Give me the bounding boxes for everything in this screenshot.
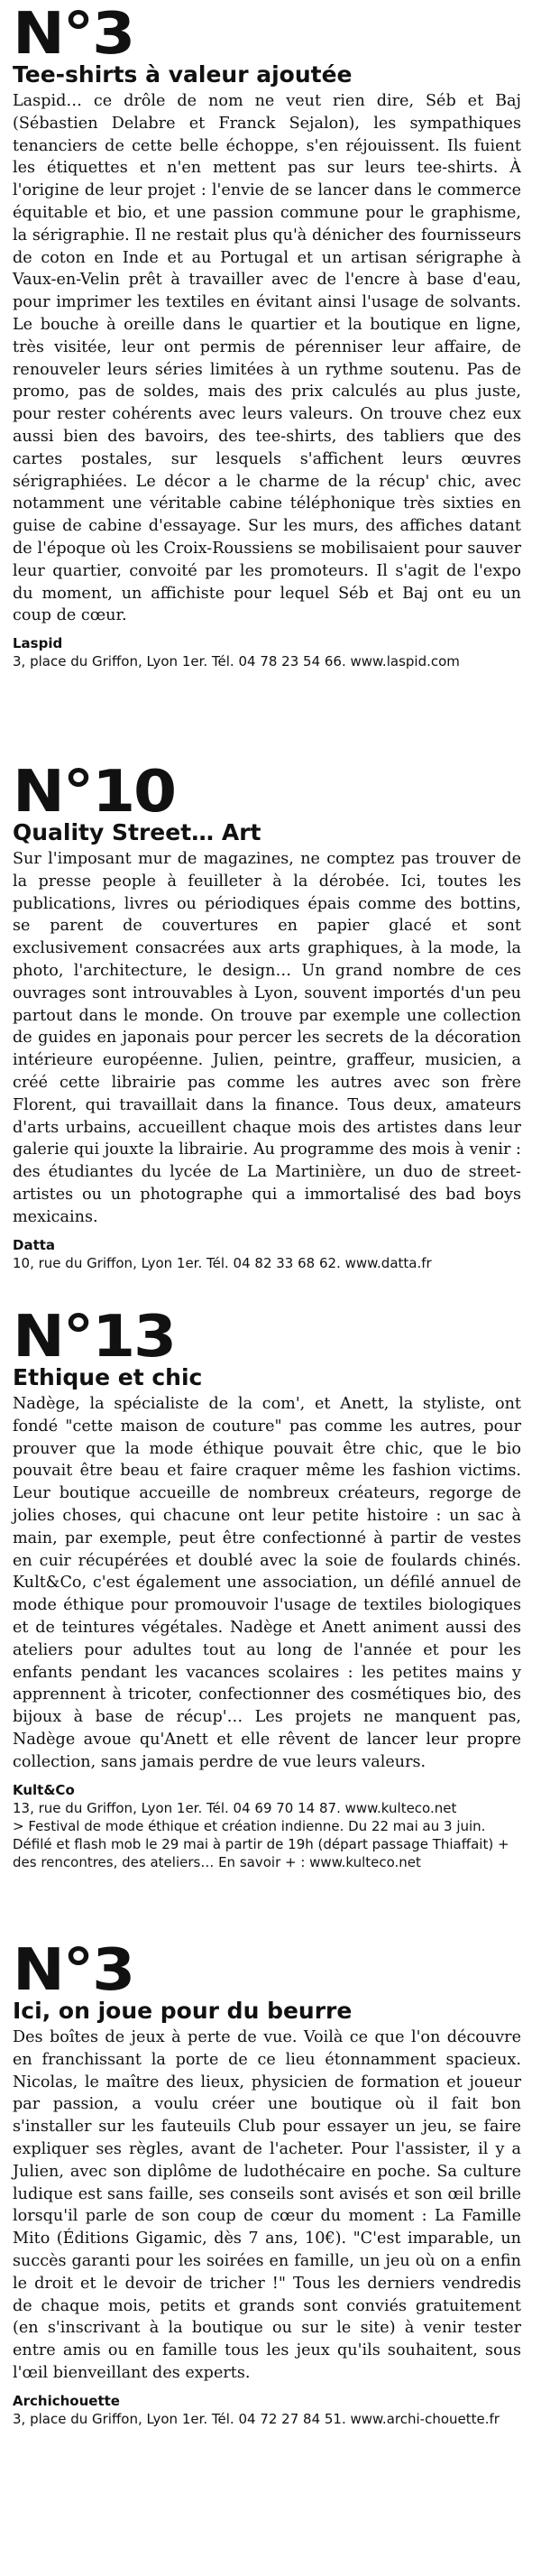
entry-title: Tee-shirts à valeur ajoutée [13,61,353,88]
shop-address: 13, rue du Griffon, Lyon 1er. Tél. 04 69 70 14 87. www.kulteco.net [13,1799,457,1816]
shop-entry-archichouette [13,1937,521,2428]
entry-body: Des boîtes de jeux à perte de vue. Voilà ce que l'on découvre en franchissant la porte de ce lieu étonnamment spacieux. Nicolas, le maître des lieux, physicien de formation et joueur par passion, a voulu créer une boutique où il fait bon s'installer sur les fauteuils Club pour essayer un jeu, se faire expliquer ses règles, avant de l'acheter. Pour l'assister, il y a Julien, avec son diplôme de ludothécaire en poche. Sa culture ludique est sans faille, ses conseils sont avisés et son œil brille lorsqu'il parle de son coup de cœur du moment : La Famille Mito (Éditions Gigamic, dès 7 ans, 10€). "C'est imparable, un succès garanti pour les soirées en famille, un jeu où on a enfin le droit et le devoir de tricher !" Tous les derniers vendredis de chaque mois, petits et grands sont conviés gratuitement (en s'inscrivant à la boutique ou sur le site) à venir tester entre amis ou en famille tous les jeux qu'ils souhaitent, sous l'œil bienveillant des experts. [13,2028,521,2382]
entry-title: Quality Street… Art [13,819,261,845]
shop-name: Archichouette [13,2392,120,2409]
entry-body: Nadège, la spécialiste de la com', et Anett, la styliste, ont fondé "cette maison de couture" pas comme les autres, pour prouver que la mode éthique pouvait être chic, que le bio pouvait être beau et faire craquer même les fashion victims. Leur boutique accueille de nombreux créateurs, regorge de jolies choses, qui chacune ont leur petite histoire : un sac à main, par exemple, peut être confectionné à partir de vestes en cuir récupérées et doublé avec la soie de foulards chinés. Kult&Co, c'est également une association, un défilé annuel de mode éthique pour promouvoir l'usage de textiles biologiques et de teintures végétales. Nadège et Anett animent aussi des ateliers pour adultes tout au long de l'année et pour les enfants pendant les vacances scolaires : les petites mains y apprennent à tricoter, confectionner des cosmétiques bio, des bijoux à base de récup'… Les projets ne manquent pas, Nadège avoue qu'Anett et elle rêvent de lancer leur propre collection, sans jamais perdre de vue leurs valeurs. [13,1395,521,1771]
shop-entry-datta [13,759,521,1272]
shop-address: 10, rue du Griffon, Lyon 1er. Tél. 04 82 33 68 62. www.datta.fr [13,1254,432,1271]
entry-number: N°3 [13,1,134,68]
entry-body: Laspid… ce drôle de nom ne veut rien dire, Séb et Baj (Sébastien Delabre et Franck Sejalon), les sympathiques tenanciers de cette belle échoppe, s'en réjouissent. Ils fuient les étiquettes et n'en mettent pas sur leurs tee-shirts. À l'origine de leur projet : l'envie de se lancer dans le commerce équitable et bio, et une passion commune pour le graphisme, la sérigraphie. Il ne restait plus qu'à dénicher des fournisseurs de coton en Inde et au Portugal et un artisan sérigraphe à Vaux-en-Velin prêt à travailler avec de l'encre à base d'eau, pour imprimer les textiles en évitant ainsi l'usage de solvants. Le bouche à oreille dans le quartier et la boutique en ligne, très visitée, leur ont permis de pérenniser leur affaire, de renouveler leurs séries limitées à un rythme soutenu. Pas de promo, pas de soldes, mais des prix calculés au plus juste, pour rester cohérents avec leurs valeurs. On trouve chez eux aussi bien des bavoirs, des tee-shirts, des tabliers que des cartes postales, sur lesquels s'affichent leurs œuvres sérigraphiées. Le décor a le charme de la récup' chic, avec notamment une véritable cabine téléphonique très sixties en guise de cabine d'essayage. Sur les murs, des affiches datant de l'époque où les Croix-Roussiens se mobilisaient pour sauver leur quartier, convoité par les promoteurs. Il s'agit de l'expo du moment, un affichiste pour lequel Séb et Baj ont eu un coup de cœur. [13,92,521,625]
shop-name: Datta [13,1236,56,1253]
shop-name: Laspid [13,635,63,652]
shop-name: Kult&Co [13,1781,75,1798]
entry-number: N°3 [13,1937,134,2004]
shop-entry-laspid [13,1,521,670]
entry-title: Ethique et chic [13,1364,203,1390]
shop-address: 3, place du Griffon, Lyon 1er. Tél. 04 72 27 84 51. www.archi-chouette.fr [13,2410,500,2427]
shop-entry-kultco [13,1304,521,1871]
entry-number: N°10 [13,759,175,826]
entry-body: Sur l'imposant mur de magazines, ne comptez pas trouver de la presse people à feuilleter à la dérobée. Ici, toutes les publications, livres ou périodiques épais comme des bottins, se parent de couvertures en papier glacé et sont exclusivement consacrées aux arts graphiques, à la mode, la photo, l'architecture, le design… Un grand nombre de ces ouvrages sont introuvables à Lyon, souvent importés d'un peu partout dans le monde. On trouve par exemple une collection de guides en japonais pour percer les secrets de la décoration intérieure européenne. Julien, peintre, graffeur, musicien, a créé cette librairie pas comme les autres avec son frère Florent, qui travaillait dans la finance. Tous deux, amateurs d'arts urbains, accueillent chaque mois des artistes dans leur galerie qui jouxte la librairie. Au programme des mois à venir : des étudiantes du lycée de La Martinière, un duo de street-artistes ou un photographe qui a immortalisé des bad boys mexicains. [13,850,521,1226]
event-notice: > Festival de mode éthique et création indienne. Du 22 mai au 3 juin. Défilé et flash mob le 29 mai à partir de 19h (départ passage Thiaffait) + des rencontres, des ateliers… En savoir + : www.kulteco.net [13,1817,509,1870]
entry-number: N°13 [13,1304,175,1371]
shop-address: 3, place du Griffon, Lyon 1er. Tél. 04 78 23 54 66. www.laspid.com [13,653,460,670]
entry-title: Ici, on joue pour du beurre [13,1998,353,2024]
